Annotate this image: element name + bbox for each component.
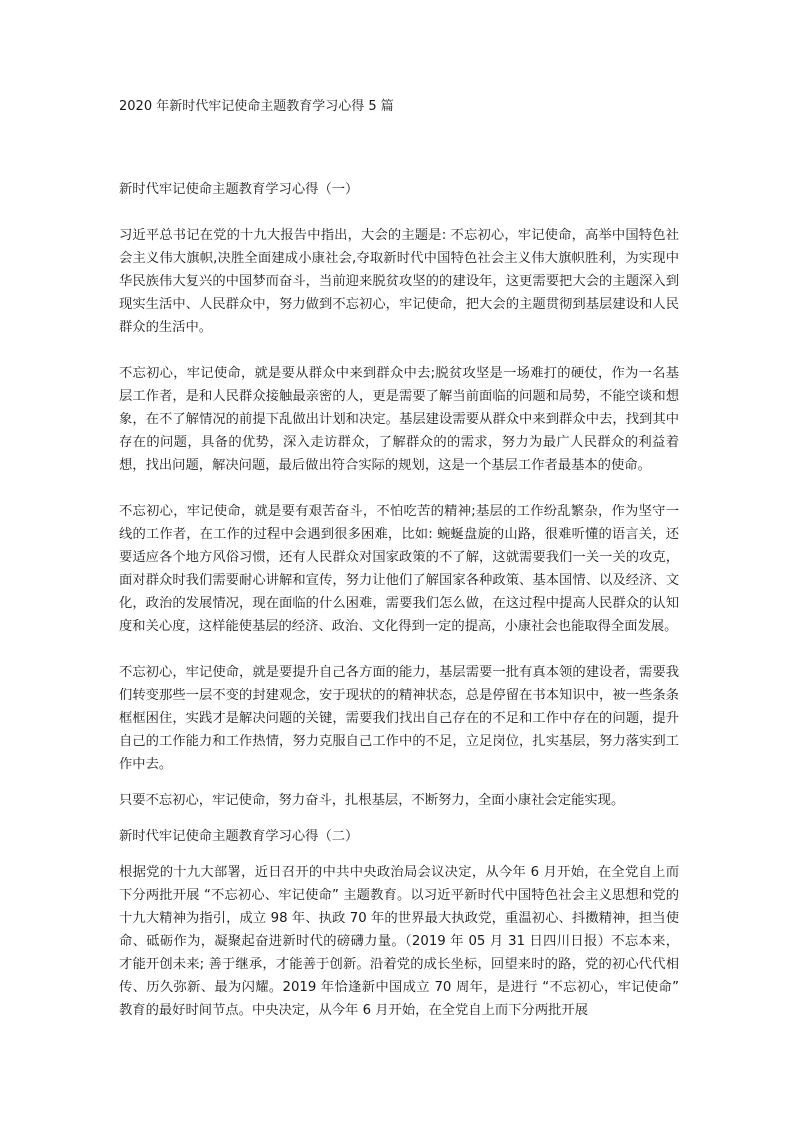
paragraph: 不忘初心，牢记使命，就是要从群众中来到群众中去;脱贫攻坚是一场难打的硬仗，作为一名基层工作者，是和人民群众接触最亲密的人，更是需要了解当前面临的问题和局势，不能空谈和想象，在不了解情况的前提下乱做出计划和决定。基层建设需要从群众中来到群众中去，找到其中存在的问题，具备的优势，深入走访群众，了解群众的的需求，努力为最广人民群众的利益着想，找出问题，解决问题，最后做出符合实际的规划，这是一个基层工作者最基本的使命。 bbox=[119, 366, 679, 473]
paragraph: 习近平总书记在党的十九大报告中指出，大会的主题是: 不忘初心，牢记使命，高举中国特色社会主义伟大旗帜,决胜全面建成小康社会,夺取新时代中国特色社会主义伟大旗帜胜利，为实现中华民族伟大复兴的中国梦而奋斗，当前迎来脱贫攻坚的的建设年，这更需要把大会的主题深入到现实生活中、人民群众中，努力做到不忘初心，牢记使命，把大会的主题贯彻到基层建设和人民群众的生活中。 bbox=[119, 228, 679, 335]
paragraph: 只要不忘初心，牢记使命，努力奋斗，扎根基层，不断努力，全面小康社会定能实现。 bbox=[119, 793, 625, 808]
section-heading-1: 新时代牢记使命主题教育学习心得（一） bbox=[119, 182, 359, 197]
paragraph: 根据党的十九大部署，近日召开的中共中央政治局会议决定，从今年 6 月开始，在全党自上而下分两批开展 “不忘初心、牢记使命” 主题教育。以习近平新时代中国特色社会主义思想和党的十九大精神为指引，成立 98 年、执政 70 年的世界最大执政党，重温初心、抖擞精神，担当使命、砥砺作为，凝聚起奋进新时代的磅礴力量。（2019 年 05 月 31 日四川日报）不忘本来，才能开创未来; 善于继承，才能善于创新。沿着党的成长坐标，回望来时的路，党的初心代代相传、历久弥新、最为闪耀。2019 年恰逢新中国成立 70 周年，是进行 “不忘初心，牢记使命” 教育的最好时间节点。中央决定，从今年 6 月开始，在全党自上而下分两批开展 bbox=[119, 865, 679, 1018]
paragraph: 不忘初心，牢记使命，就是要提升自己各方面的能力，基层需要一批有真本领的建设者，需要我们转变那些一层不变的封建观念，安于现状的的精神状态，总是停留在书本知识中，被一些条条框框困住，实践才是解决问题的关键，需要我们找出自己存在的不足和工作中存在的问题，提升自己的工作能力和工作热情，努力克服自己工作中的不足，立足岗位，扎实基层，努力落实到工作中去。 bbox=[119, 665, 679, 772]
paragraph: 不忘初心，牢记使命，就是要有艰苦奋斗，不怕吃苦的精神;基层的工作纷乱繁杂，作为坚守一线的工作者，在工作的过程中会遇到很多困难，比如: 蜿蜒盘旋的山路，很难听懂的语言关，还要适应各个地方风俗习惯，还有人民群众对国家政策的不了解，这就需要我们一关一关的攻克，面对群众时我们需要耐心讲解和宣传，努力让他们了解国家各种政策、基本国情、以及经济、文化，政治的发展情况，现在面临的什么困难，需要我们怎么做，在这过程中提高人民群众的认知度和关心度，这样能使基层的经济、政治、文化得到一定的提高，小康社会也能取得全面发展。 bbox=[119, 504, 679, 634]
document-title: 2020 年新时代牢记使命主题教育学习心得 5 篇 bbox=[119, 99, 394, 114]
document-body bbox=[119, 178, 679, 1022]
section-heading-2: 新时代牢记使命主题教育学习心得（二） bbox=[119, 829, 359, 844]
